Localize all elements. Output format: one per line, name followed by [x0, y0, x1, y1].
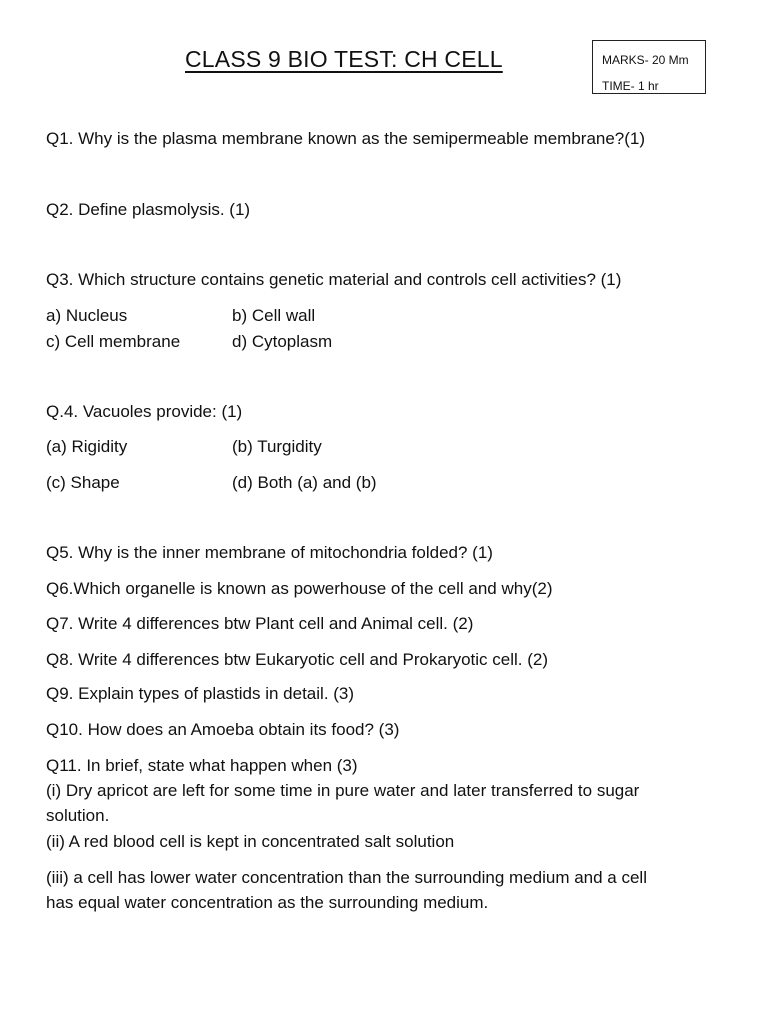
q11-part-iii: (iii) a cell has lower water concentration than the surrounding medium and a cell [46, 868, 647, 887]
q4-option-a: (a) Rigidity [46, 437, 128, 456]
question-2: Q2. Define plasmolysis. (1) [46, 200, 251, 219]
question-8: Q8. Write 4 differences btw Eukaryotic cell and Prokaryotic cell. (2) [46, 650, 549, 669]
question-1: Q1. Why is the plasma membrane known as the semipermeable membrane?(1) [46, 129, 646, 148]
q11-part-i: (i) Dry apricot are left for some time in pure water and later transferred to sugar [46, 781, 640, 800]
q3-option-b: b) Cell wall [232, 306, 316, 325]
marks-time-box [592, 40, 706, 94]
question-7: Q7. Write 4 differences btw Plant cell and Animal cell. (2) [46, 614, 474, 633]
question-10: Q10. How does an Amoeba obtain its food? (3) [46, 720, 400, 739]
q4-option-d: (d) Both (a) and (b) [232, 473, 377, 492]
q11-part-iii-cont: has equal water concentration as the surrounding medium. [46, 893, 489, 912]
page-title: CLASS 9 BIO TEST: CH CELL [185, 46, 503, 72]
question-9: Q9. Explain types of plastids in detail. (3) [46, 684, 355, 703]
q4-option-c: (c) Shape [46, 473, 120, 492]
question-5: Q5. Why is the inner membrane of mitochondria folded? (1) [46, 543, 493, 562]
q3-option-c: c) Cell membrane [46, 332, 181, 351]
time-label: TIME- 1 hr [602, 79, 659, 93]
q11-part-i-cont: solution. [46, 806, 110, 825]
q11-part-ii: (ii) A red blood cell is kept in concentrated salt solution [46, 832, 455, 851]
question-6: Q6.Which organelle is known as powerhouse of the cell and why(2) [46, 579, 553, 598]
q3-option-a: a) Nucleus [46, 306, 128, 325]
question-4: Q.4. Vacuoles provide: (1) [46, 402, 243, 421]
marks-label: MARKS- 20 Mm [602, 53, 689, 67]
question-11: Q11. In brief, state what happen when (3) [46, 756, 358, 775]
q3-option-d: d) Cytoplasm [232, 332, 333, 351]
question-3: Q3. Which structure contains genetic material and controls cell activities? (1) [46, 270, 622, 289]
q4-option-b: (b) Turgidity [232, 437, 322, 456]
